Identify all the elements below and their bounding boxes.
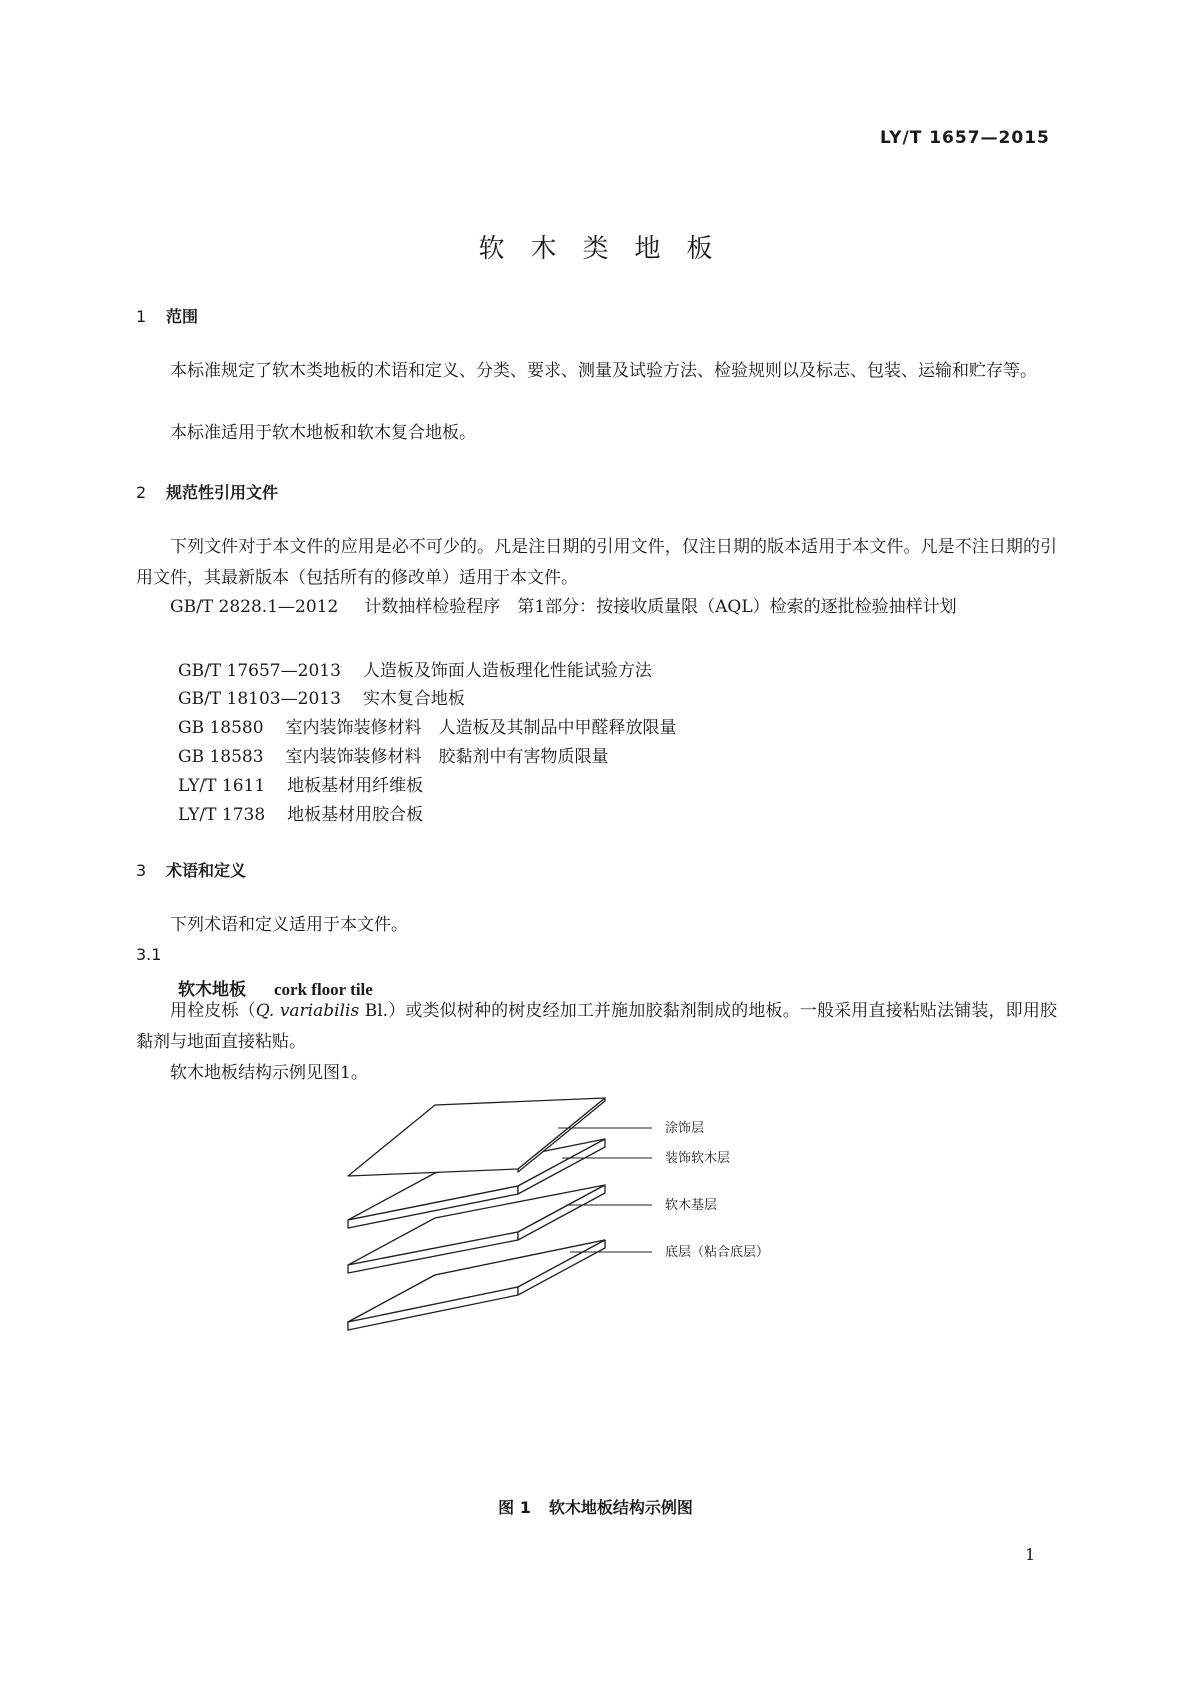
- label-bottom-layer: 底层（粘合底层）: [665, 1245, 770, 1260]
- figure-reference: 软木地板结构示例见图1。: [170, 1063, 368, 1083]
- section-1-paragraph-1: 本标准规定了软木类地板的术语和定义、分类、要求、测量及试验方法、检验规则以及标志、包装、运输和贮存等。: [170, 361, 1037, 381]
- reference-item-3: [178, 684, 465, 709]
- reference-code: LY/T 1611: [178, 776, 266, 796]
- section-2-number: 2: [136, 483, 147, 502]
- section-2-title: 规范性引用文件: [166, 483, 279, 502]
- section-1-heading: [136, 304, 198, 327]
- standard-code: LY/T 1657—2015: [880, 128, 1050, 148]
- definition-pre: 用栓皮栎（: [170, 1001, 256, 1021]
- figure-caption-number: 图 1: [498, 1498, 531, 1517]
- reference-title: 计数抽样检验程序 第1部分：按接收质量限（AQL）检索的逐批检验抽样计划: [364, 597, 957, 617]
- reference-item-6: [178, 771, 423, 796]
- reference-title: 室内装饰装修材料 人造板及其制品中甲醛释放限量: [285, 718, 677, 738]
- definition-post: Bl.）或类似树种的树皮经加工并施加胶黏剂制成的地板。一般采用直接粘贴法铺装，即用胶黏剂与地面直接粘贴。: [136, 1001, 1057, 1052]
- reference-item-7: [178, 800, 423, 825]
- reference-title: 人造板及饰面人造板理化性能试验方法: [362, 661, 652, 681]
- term-chinese: 软木地板: [178, 980, 246, 1000]
- label-decorative-cork-layer: 装饰软木层: [665, 1151, 731, 1166]
- reference-item-2: [178, 656, 652, 681]
- reference-item-4: [178, 713, 677, 738]
- reference-code: GB 18580: [178, 718, 264, 738]
- definition-latin-name: Q. variabilis: [255, 1001, 360, 1021]
- page-number: 1: [1025, 1545, 1036, 1564]
- section-3-heading: [136, 858, 246, 881]
- section-1-number: 1: [136, 307, 147, 326]
- cork-floor-structure-figure: [330, 1090, 850, 1360]
- section-3-intro: 下列术语和定义适用于本文件。: [170, 915, 408, 935]
- section-2-intro: 下列文件对于本文件的应用是必不可少的。凡是注日期的引用文件，仅注日期的版本适用于本文件。凡是不注日期的引用文件，其最新版本（包括所有的修改单）适用于本文件。: [136, 537, 1057, 588]
- reference-code: GB 18583: [178, 747, 264, 767]
- reference-item-1: [136, 592, 1057, 623]
- reference-code: GB/T 17657—2013: [178, 661, 341, 681]
- section-2-heading: [136, 480, 278, 503]
- reference-item-5: [178, 742, 609, 767]
- reference-title: 室内装饰装修材料 胶黏剂中有害物质限量: [285, 747, 609, 767]
- term-english: cork floor tile: [274, 980, 373, 999]
- figure-caption-title: 软木地板结构示例图: [548, 1498, 693, 1517]
- section-3-title: 术语和定义: [166, 861, 247, 880]
- figure-caption: [0, 1495, 1191, 1518]
- reference-code: GB/T 2828.1—2012: [170, 597, 339, 617]
- reference-title: 实木复合地板: [362, 689, 465, 709]
- reference-code: LY/T 1738: [178, 805, 266, 825]
- section-3-number: 3: [136, 861, 147, 880]
- label-cork-base-layer: 软木基层: [665, 1198, 718, 1213]
- term-definition: [136, 996, 1057, 1058]
- clause-number: 3.1: [136, 945, 162, 964]
- document-title: 软木类地板: [478, 234, 739, 264]
- reference-title: 地板基材用胶合板: [287, 805, 424, 825]
- section-1-title: 范围: [166, 307, 199, 326]
- label-coating-layer: 涂饰层: [665, 1121, 705, 1136]
- reference-title: 地板基材用纤维板: [287, 776, 424, 796]
- reference-code: GB/T 18103—2013: [178, 689, 341, 709]
- section-1-paragraph-2: 本标准适用于软木地板和软木复合地板。: [170, 423, 476, 443]
